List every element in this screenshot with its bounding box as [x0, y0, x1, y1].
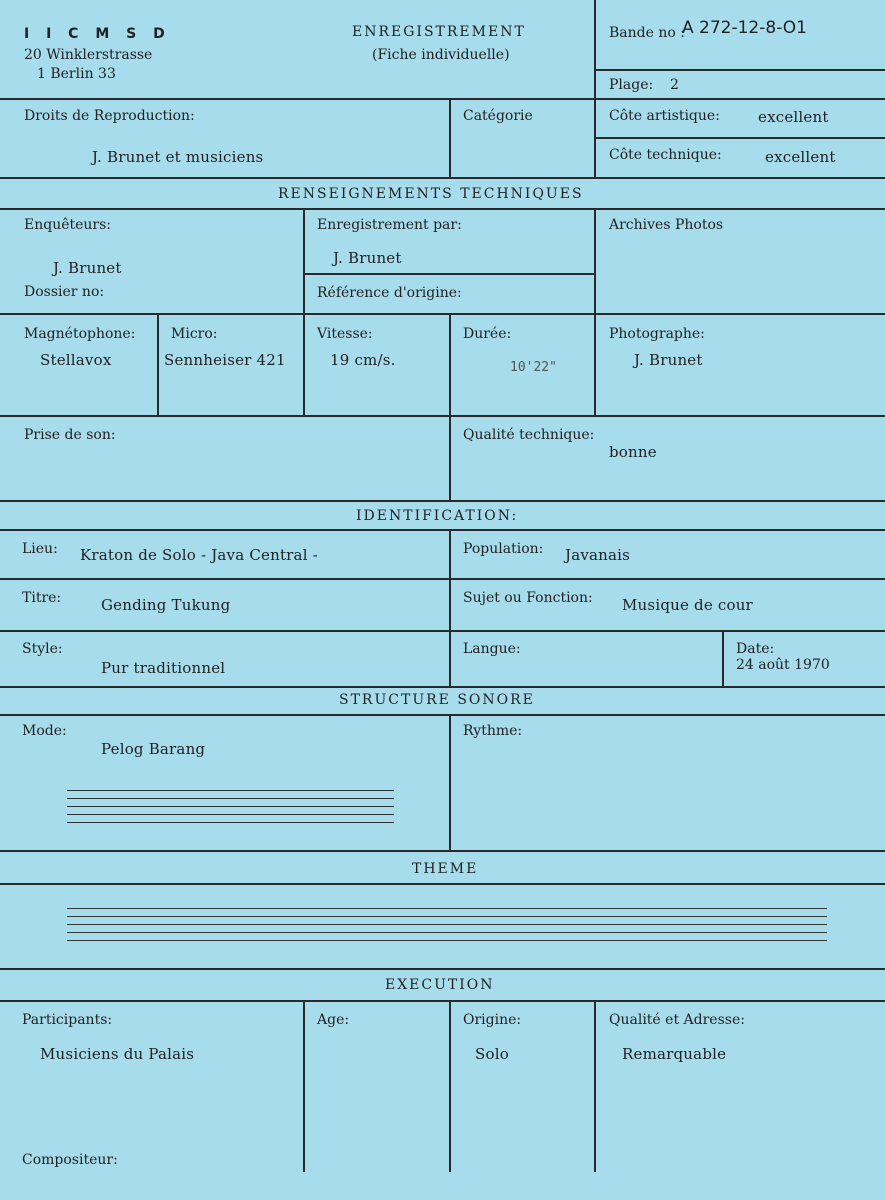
- mode-value: Pelog Barang: [101, 740, 206, 758]
- titre-label: Titre:: [22, 590, 62, 606]
- droits-label: Droits de Reproduction:: [24, 108, 195, 124]
- section-theme: THEME: [412, 861, 479, 877]
- bande-label: Bande no :: [609, 25, 685, 41]
- plage-value: 2: [670, 77, 679, 93]
- population-value: Javanais: [565, 546, 631, 564]
- sujet-fonction-label: Sujet ou Fonction:: [463, 590, 593, 606]
- address-line-1: 20 Winklerstrasse: [24, 47, 153, 63]
- origine-label: Origine:: [463, 1012, 522, 1028]
- vitesse-value: 19 cm/s.: [330, 351, 396, 369]
- photographe-value: J. Brunet: [634, 351, 703, 369]
- lieu-value: Kraton de Solo - Java Central -: [80, 546, 318, 564]
- compositeur-label: Compositeur:: [22, 1152, 118, 1168]
- sujet-fonction-value: Musique de cour: [622, 596, 753, 614]
- duree-label: Durée:: [463, 326, 512, 342]
- style-value: Pur traditionnel: [101, 659, 226, 677]
- reference-origine-label: Référence d'origine:: [317, 285, 462, 301]
- age-label: Age:: [317, 1012, 350, 1028]
- rythme-label: Rythme:: [463, 723, 523, 739]
- enqueteurs-label: Enquêteurs:: [24, 217, 112, 233]
- titre-value: Gending Tukung: [101, 596, 231, 614]
- micro-label: Micro:: [171, 326, 218, 342]
- participants-label: Participants:: [22, 1012, 113, 1028]
- address-line-2: 1 Berlin 33: [37, 66, 116, 82]
- form-title: ENREGISTREMENT: [352, 24, 526, 40]
- bande-value: A 272-12-8-O1: [682, 18, 808, 38]
- section-structure-sonore: STRUCTURE SONORE: [339, 692, 535, 708]
- prise-de-son-label: Prise de son:: [24, 427, 116, 443]
- enregistrement-par-label: Enregistrement par:: [317, 217, 462, 233]
- magnetophone-value: Stellavox: [40, 351, 112, 369]
- form-subtitle: (Fiche individuelle): [372, 47, 510, 63]
- section-renseignements-techniques: RENSEIGNEMENTS TECHNIQUES: [278, 186, 584, 202]
- section-execution: EXECUTION: [385, 977, 495, 993]
- org-logo: I I C M S D: [24, 26, 171, 42]
- cote-technique-value: excellent: [765, 148, 836, 166]
- magnetophone-label: Magnétophone:: [24, 326, 136, 342]
- cote-artistique-label: Côte artistique:: [609, 108, 720, 124]
- cote-technique-label: Côte technique:: [609, 147, 722, 163]
- cote-artistique-value: excellent: [758, 108, 829, 126]
- section-identification: IDENTIFICATION:: [356, 508, 519, 524]
- photographe-label: Photographe:: [609, 326, 705, 342]
- lieu-label: Lieu:: [22, 541, 58, 557]
- langue-label: Langue:: [463, 641, 521, 657]
- dossier-label: Dossier no:: [24, 284, 105, 300]
- plage-label: Plage:: [609, 77, 654, 93]
- mode-label: Mode:: [22, 723, 67, 739]
- origine-value: Solo: [475, 1045, 509, 1063]
- categorie-label: Catégorie: [463, 108, 533, 124]
- participants-value: Musiciens du Palais: [40, 1045, 195, 1063]
- micro-value: Sennheiser 421: [164, 351, 286, 369]
- enregistrement-par-value: J. Brunet: [333, 249, 402, 267]
- enqueteurs-value: J. Brunet: [53, 259, 122, 277]
- qualite-technique-value: bonne: [609, 443, 657, 461]
- qualite-technique-label: Qualité technique:: [463, 427, 595, 443]
- population-label: Population:: [463, 541, 544, 557]
- qualite-adresse-value: Remarquable: [622, 1045, 727, 1063]
- duree-value: 10'22": [510, 360, 557, 375]
- date-value: 24 août 1970: [736, 657, 830, 673]
- vitesse-label: Vitesse:: [317, 326, 373, 342]
- date-label: Date:: [736, 641, 775, 657]
- style-label: Style:: [22, 641, 63, 657]
- archives-photos-label: Archives Photos: [609, 217, 724, 233]
- qualite-adresse-label: Qualité et Adresse:: [609, 1012, 745, 1028]
- droits-value: J. Brunet et musiciens: [92, 148, 264, 166]
